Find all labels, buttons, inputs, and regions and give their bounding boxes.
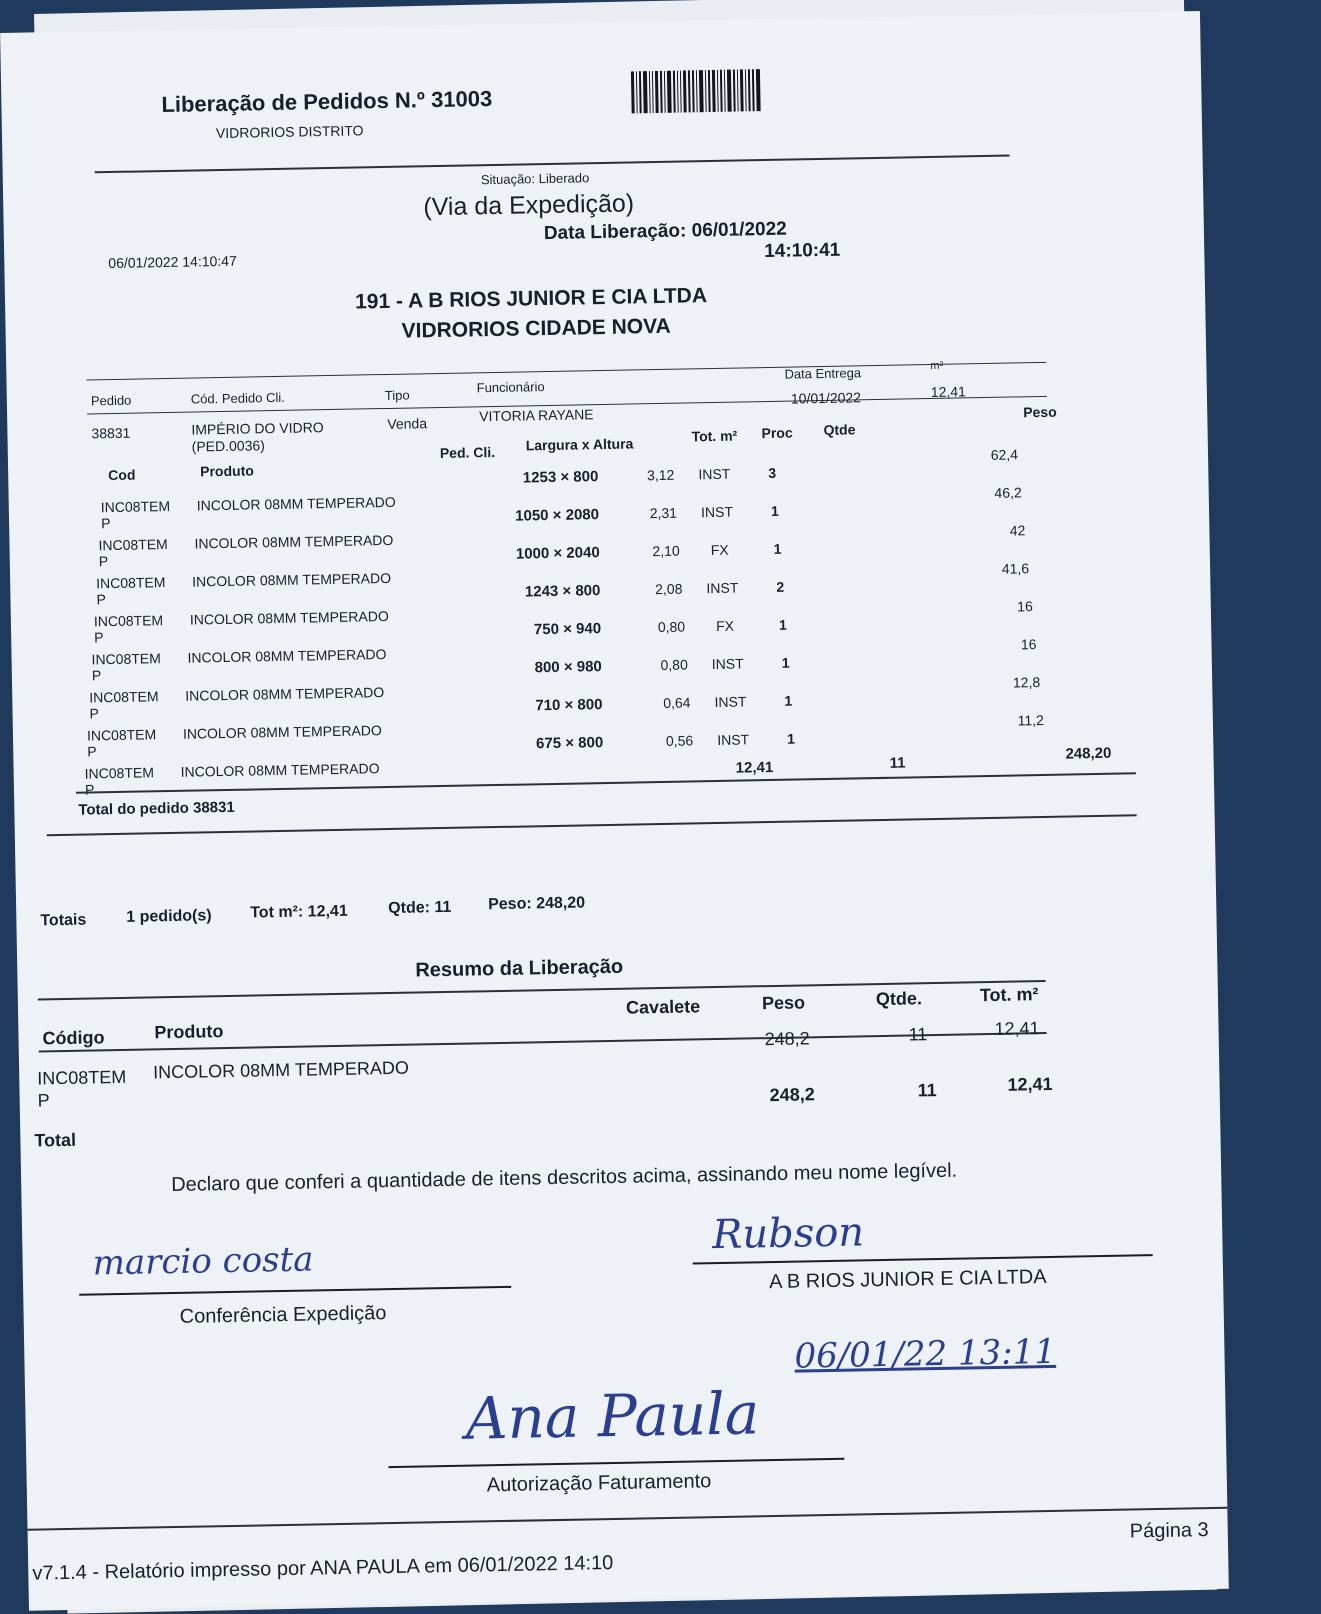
totals-m2: Tot m²: 12,41: [250, 902, 348, 922]
item-code: INC08TEM: [84, 764, 155, 782]
resumo-col-peso: Peso: [761, 992, 806, 1014]
item-qtde: 1: [781, 654, 790, 671]
item-peso: 41,6: [1001, 560, 1030, 577]
resumo-total-peso: 248,2: [769, 1084, 815, 1106]
release-time: 14:10:41: [764, 239, 841, 263]
item-code-suffix: P: [91, 667, 102, 684]
declaration-text: Declaro que conferi a quantidade de itens descritos acima, assinando meu nome legível.: [171, 1159, 958, 1197]
item-tot-m2: 2,31: [649, 504, 678, 522]
item-qtde: 2: [776, 578, 785, 595]
item-peso: 11,2: [1017, 711, 1045, 729]
item-code: INC08TEM: [100, 497, 171, 516]
item-dimensions: 1000 × 2040: [515, 544, 600, 563]
resumo-total-label: Total: [34, 1129, 77, 1151]
item-dimensions: 1243 × 800: [524, 582, 601, 601]
item-qtde: 1: [787, 730, 796, 747]
item-qtde: 1: [778, 616, 788, 633]
item-tot-m2: 3,12: [646, 466, 675, 484]
resumo-row-codigo: INC08TEM: [37, 1066, 127, 1089]
tipo-value: Venda: [387, 415, 428, 432]
barcode-bar: [696, 70, 698, 112]
status-text: Situação: Liberado: [480, 170, 590, 188]
item-product: INCOLOR 08MM TEMPERADO: [192, 569, 392, 590]
resumo-col-codigo: Código: [42, 1027, 105, 1049]
item-proc: INST: [706, 579, 739, 597]
barcode-bar: [636, 71, 638, 113]
autorizacao-signature: Ana Paula: [464, 1379, 760, 1453]
resumo-col-qtde: Qtde.: [875, 988, 923, 1010]
barcode-bar: [673, 71, 676, 113]
barcode: [631, 69, 792, 114]
resumo-row-peso: 248,2: [764, 1028, 810, 1050]
order-section-end-line: [47, 814, 1137, 836]
item-peso: 46,2: [994, 484, 1022, 501]
item-product: INCOLOR 08MM TEMPERADO: [196, 493, 396, 514]
item-code: INC08TEM: [86, 726, 157, 744]
item-proc: INST: [700, 503, 734, 521]
item-code: INC08TEM: [89, 688, 159, 706]
col-cod-pedido-cli: Cód. Pedido Cli.: [190, 389, 285, 407]
item-product: INCOLOR 08MM TEMPERADO: [187, 646, 387, 666]
item-qtde: 1: [773, 540, 782, 557]
data-entrega-value: 10/01/2022: [790, 389, 862, 407]
barcode-bar: [660, 71, 663, 113]
item-proc: INST: [711, 655, 744, 673]
item-code: INC08TEM: [98, 536, 168, 554]
item-code-suffix: P: [100, 515, 111, 532]
col-tipo: Tipo: [384, 387, 410, 404]
client-handwritten-date: 06/01/22 13:11: [794, 1331, 1057, 1377]
item-qtde: 1: [784, 692, 793, 709]
resumo-row-produto: INCOLOR 08MM TEMPERADO: [152, 1057, 410, 1083]
item-tot-m2: 0,80: [660, 656, 688, 673]
barcode-bar: [677, 71, 679, 113]
col-funcionario: Funcionário: [476, 379, 545, 396]
item-peso: 16: [1017, 598, 1033, 615]
order-header-top-line: [86, 359, 1046, 381]
item-tot-m2: 0,56: [665, 732, 694, 749]
barcode-bar: [631, 71, 635, 113]
item-col-cod: Cod: [108, 466, 136, 484]
pedido-value: 38831: [91, 424, 131, 442]
order-total-label: Total do pedido 38831: [78, 798, 235, 819]
item-peso: 62,4: [990, 446, 1019, 463]
barcode-bar: [740, 69, 744, 111]
order-total-peso: 248,20: [1065, 744, 1112, 763]
order-total-qtde: 11: [889, 754, 906, 772]
resumo-col-produto: Produto: [154, 1021, 224, 1043]
resumo-col-cavalete: Cavalete: [625, 996, 701, 1018]
barcode-bar: [748, 69, 751, 111]
item-proc: INST: [698, 465, 731, 483]
item-dimensions: 1253 × 800: [522, 468, 599, 487]
totals-peso: Peso: 248,20: [488, 894, 586, 914]
cod-pedido-cli-value-2: (PED.0036): [191, 437, 266, 455]
item-tot-m2: 2,08: [655, 580, 683, 598]
barcode-bar: [733, 70, 736, 112]
barcode-bar: [649, 71, 651, 113]
item-product: INCOLOR 08MM TEMPERADO: [185, 684, 385, 704]
item-product: INCOLOR 08MM TEMPERADO: [194, 531, 394, 552]
item-tot-m2: 2,10: [652, 542, 680, 560]
item-code: INC08TEM: [91, 650, 161, 668]
item-col-qtde: Qtde: [823, 421, 856, 438]
barcode-bar: [708, 70, 711, 112]
footer-printed-by: v7.1.4 - Relatório impresso por ANA PAULA em 06/01/2022 14:10: [32, 1552, 614, 1585]
client-name: 191 - A B RIOS JUNIOR E CIA LTDA: [354, 284, 708, 314]
item-peso: 16: [1020, 636, 1037, 653]
barcode-bar: [717, 70, 719, 112]
item-col-largura-altura: Largura x Altura: [525, 435, 634, 454]
resumo-total-tot-m2: 12,41: [1007, 1073, 1053, 1095]
printed-timestamp: 06/01/2022 14:10:47: [108, 252, 237, 272]
item-dimensions: 1050 × 2080: [515, 506, 600, 525]
item-col-ped-cli: Ped. Cli.: [439, 443, 496, 462]
item-product: INCOLOR 08MM TEMPERADO: [182, 722, 382, 742]
release-date: Data Liberação: 06/01/2022: [543, 218, 787, 245]
funcionario-value: VITORIA RAYANE: [479, 406, 594, 425]
conferencia-signature: marcio costa: [92, 1239, 314, 1284]
barcode-bar: [720, 70, 723, 112]
resumo-row-codigo-2: P: [37, 1090, 50, 1111]
order-total-m2: 12,41: [735, 758, 774, 777]
item-product: INCOLOR 08MM TEMPERADO: [189, 607, 389, 628]
barcode-bar: [724, 70, 726, 112]
item-col-tot-m2: Tot. m²: [691, 427, 738, 445]
conferencia-signature-line: [79, 1286, 511, 1296]
item-dimensions: 800 × 980: [534, 658, 602, 677]
item-proc: INST: [714, 693, 747, 711]
item-col-produto: Produto: [200, 462, 254, 480]
barcode-bar: [699, 70, 704, 112]
barcode-bar: [688, 70, 691, 112]
resumo-row-qtde: 11: [908, 1024, 928, 1045]
item-col-peso: Peso: [1023, 403, 1057, 421]
item-col-proc: Proc: [761, 424, 793, 442]
client-store: VIDRORIOS CIDADE NOVA: [401, 314, 671, 343]
item-dimensions: 710 × 800: [535, 696, 603, 715]
barcode-bar: [643, 71, 648, 113]
barcode-bar: [667, 71, 672, 113]
company-name: VIDRORIOS DISTRITO: [215, 122, 364, 142]
barcode-bar: [737, 69, 739, 111]
barcode-bar: [692, 70, 695, 112]
totals-pedidos: 1 pedido(s): [126, 907, 212, 926]
item-dimensions: 675 × 800: [535, 734, 604, 753]
item-proc: FX: [715, 617, 735, 634]
col-pedido: Pedido: [90, 392, 132, 409]
conferencia-caption: Conferência Expedição: [179, 1302, 387, 1328]
barcode-bar: [756, 69, 761, 111]
item-code: INC08TEM: [93, 612, 164, 630]
item-peso: 42: [1009, 522, 1026, 539]
item-code-suffix: P: [84, 781, 95, 798]
resumo-col-tot-m2: Tot. m²: [979, 984, 1039, 1006]
autorizacao-caption: Autorização Faturamento: [486, 1470, 712, 1497]
item-tot-m2: 0,80: [657, 618, 686, 636]
item-qtde: 3: [768, 464, 777, 481]
cod-pedido-cli-value: IMPÉRIO DO VIDRO: [191, 419, 324, 438]
barcode-bar: [752, 69, 755, 111]
resumo-title: Resumo da Liberação: [415, 955, 624, 982]
footer-page: Página 3: [1129, 1519, 1209, 1543]
barcode-bar: [655, 71, 659, 113]
item-code: INC08TEM: [96, 574, 166, 592]
barcode-bar: [683, 70, 687, 112]
item-code-suffix: P: [87, 743, 97, 760]
item-tot-m2: 0,64: [663, 694, 691, 711]
resumo-row-tot-m2: 12,41: [994, 1018, 1040, 1039]
col-data-entrega: Data Entrega: [784, 365, 862, 382]
footer-line: [28, 1507, 1228, 1531]
item-proc: INST: [717, 731, 750, 748]
item-code-suffix: P: [96, 591, 106, 608]
barcode-bar: [727, 70, 732, 112]
resumo-total-qtde: 11: [917, 1080, 937, 1101]
col-m2: m²: [930, 359, 944, 373]
autorizacao-signature-line: [388, 1458, 844, 1468]
barcode-bar: [664, 71, 666, 113]
client-caption: A B RIOS JUNIOR E CIA LTDA: [768, 1266, 1047, 1294]
item-code-suffix: P: [94, 629, 104, 646]
item-qtde: 1: [770, 502, 779, 519]
via-label: (Via da Expedição): [423, 189, 635, 222]
barcode-bar: [680, 71, 682, 113]
m2-value: 12,41: [930, 383, 967, 400]
item-peso: 12,8: [1012, 674, 1041, 691]
item-code-suffix: P: [89, 705, 100, 722]
totals-qtde: Qtde: 11: [388, 898, 452, 918]
barcode-bar: [745, 69, 747, 111]
item-dimensions: 750 × 940: [533, 620, 602, 639]
document-page: [0, 11, 1229, 1611]
barcode-bar: [705, 70, 707, 112]
totals-label: Totais: [40, 911, 87, 930]
client-signature: Rubson: [711, 1209, 865, 1259]
document-title: Liberação de Pedidos N.º 31003: [161, 85, 493, 118]
item-code-suffix: P: [98, 553, 109, 570]
barcode-bar: [652, 71, 654, 113]
barcode-bar: [639, 71, 642, 113]
item-proc: FX: [710, 541, 729, 559]
barcode-bar: [712, 70, 716, 112]
item-product: INCOLOR 08MM TEMPERADO: [180, 760, 380, 780]
